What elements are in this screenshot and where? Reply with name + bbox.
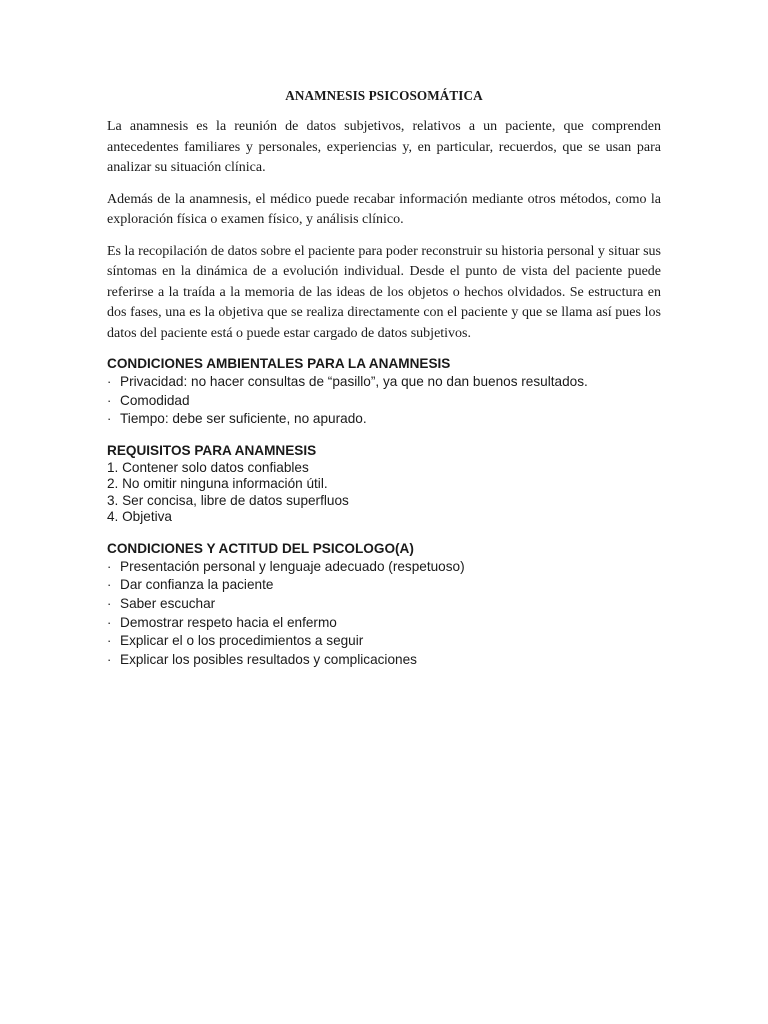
document-page (107, 88, 661, 669)
list-item-text: Comodidad (120, 392, 190, 408)
list-item (107, 558, 661, 577)
bullet-icon: · (107, 577, 112, 593)
list-item-text: Saber escuchar (120, 595, 216, 611)
bullet-icon: · (107, 595, 112, 611)
list-item-text: Demostrar respeto hacia el enfermo (120, 614, 337, 630)
list-item-text: Dar confianza la paciente (120, 577, 274, 593)
list-item-text: Privacidad: no hacer consultas de “pasillo”, ya que no dan buenos resultados. (120, 374, 588, 389)
document-title: ANAMNESIS PSICOSOMÁTICA (285, 88, 483, 103)
psychologist-attitude-list (107, 558, 661, 670)
section-environmental-conditions (107, 355, 661, 429)
list-item: 4. Objetiva (107, 509, 172, 525)
list-item: 3. Ser concisa, libre de datos superfluos (107, 492, 349, 508)
list-item (107, 595, 661, 614)
list-item-text: Explicar el o los procedimientos a seguir (120, 633, 364, 649)
list-item-text: Tiempo: debe ser suficiente, no apurado. (120, 411, 367, 427)
paragraph-definition: La anamnesis es la reunión de datos subjetivos, relativos a un paciente, que comprenden antecedentes familiares y personales, experiencias y, en particular, recuerdos, que se usan para analizar su situación clínica. (107, 119, 661, 175)
list-item (107, 373, 661, 392)
section-requirements (107, 442, 661, 526)
requirements-list (107, 460, 661, 526)
bullet-icon: · (107, 558, 112, 574)
list-item: 1. Contener solo datos confiables (107, 459, 309, 475)
bullet-icon: · (107, 411, 112, 427)
bullet-icon: · (107, 614, 112, 630)
list-item-text: Presentación personal y lenguaje adecuado (respetuoso) (120, 558, 465, 574)
section-heading: CONDICIONES Y ACTITUD DEL PSICOLOGO(A) (107, 540, 414, 556)
list-item-text: Explicar los posibles resultados y complicaciones (120, 651, 417, 667)
list-item (107, 576, 661, 595)
paragraph-recopilation: Es la recopilación de datos sobre el paciente para poder reconstruir su historia personal y situar sus síntomas en la dinámica de a evolución individual. Desde el punto de vista del paciente puede referirse a la traída a la memoria de las ideas de los objetos o hechos olvidados. Se estructura en dos fases, una es la objetiva que se realiza directamente con el paciente y que se llama así pues los datos del paciente está o puede estar cargado de datos subjetivos. (107, 243, 661, 341)
paragraph-other-methods: Además de la anamnesis, el médico puede recabar información mediante otros métodos, como la exploración física o examen físico, y análisis clínico. (107, 191, 661, 227)
list-item (107, 410, 661, 429)
bullet-icon: · (107, 633, 112, 649)
section-heading: REQUISITOS PARA ANAMNESIS (107, 442, 317, 458)
list-item (107, 651, 661, 670)
section-heading: CONDICIONES AMBIENTALES PARA LA ANAMNESIS (107, 356, 451, 371)
list-item: 2. No omitir ninguna información útil. (107, 476, 328, 492)
bullet-icon: · (107, 374, 112, 389)
bullet-icon: · (107, 392, 112, 408)
list-item (107, 392, 661, 411)
bullet-icon: · (107, 651, 112, 667)
section-psychologist-attitude (107, 540, 661, 670)
list-item (107, 632, 661, 651)
list-item (107, 614, 661, 633)
environmental-conditions-list (107, 373, 661, 429)
